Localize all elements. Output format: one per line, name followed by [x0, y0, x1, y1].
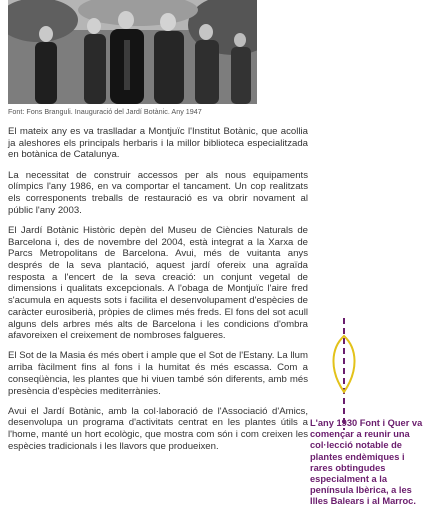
sidebar-quote: L'any 1930 Font i Quer va començar a reunir una col·lecció notable de plantes endèmiques i rares obtingudes especialment a la península Ibèrica, a les Illes Balears i al Marroc.: [310, 418, 423, 507]
historic-photo: [8, 0, 257, 104]
leaf-icon: [327, 318, 361, 430]
paragraph-sot-masia: El Sot de la Masia és més obert i ample que el Sot de l'Estany. La llum arriba fàcilment fins al fons i la humitat és més escassa. Com a conseqüència, les plantes que hi viuen també són diferents, amb més presència d'espècies mediterrànies.: [8, 350, 308, 397]
paragraph-activitats: Avui el Jardí Botànic, amb la col·laboració de l'Associació d'Amics, desenvolupa un programa d'activitats centrat en les plantes útils a l'home, manté un hort ecològic, que mostra com són i com creixen les espècies tradicionals i les llavors que produeixen.: [8, 405, 308, 452]
paragraph-institut-botanic: El mateix any es va traslladar a Montjuïc l'Institut Botànic, que acollia ja aleshores els principals herbaris i la millor biblioteca especialitzada en botànica de Catalunya.: [8, 126, 308, 161]
article-body: [8, 126, 308, 461]
paragraph-jardi-historic: El Jardí Botànic Històric depèn del Museu de Ciències Naturals de Barcelona i, des de novembre del 2004, està integrat a la Xarxa de Parcs Metropolitans de Barcelona. Avui, més de vuitanta anys després de la seva plantació, aquest jardí ofereix una agraïda resposta a l'encert de la seva creació: un conjunt vegetal de dimensions i qualitats excepcionals. A l'obaga de Montjuïc l'aire fred s'acumula en aquests sots i facilita el desenvolupament d'espècies de caràcter eurosiberià, pròpies de climes més freds. El fons del sot acull alguns dels arbres més alts de Barcelona i les condicions d'ombra afavoreixen el creixement de nombroses falgueres.: [8, 224, 308, 342]
photo-illustration: [8, 0, 257, 104]
photo-caption: Font: Fons Branguli. Inauguració del Jardí Botànic. Any 1947: [8, 107, 202, 116]
paragraph-tancament: La necessitat de construir accessos per als nous equipaments olímpics l'any 1986, en va comportar el tancament. Un cop realitzats els corresponents treballs de restauració es va obrir novament al públic l'any 2003.: [8, 169, 308, 216]
